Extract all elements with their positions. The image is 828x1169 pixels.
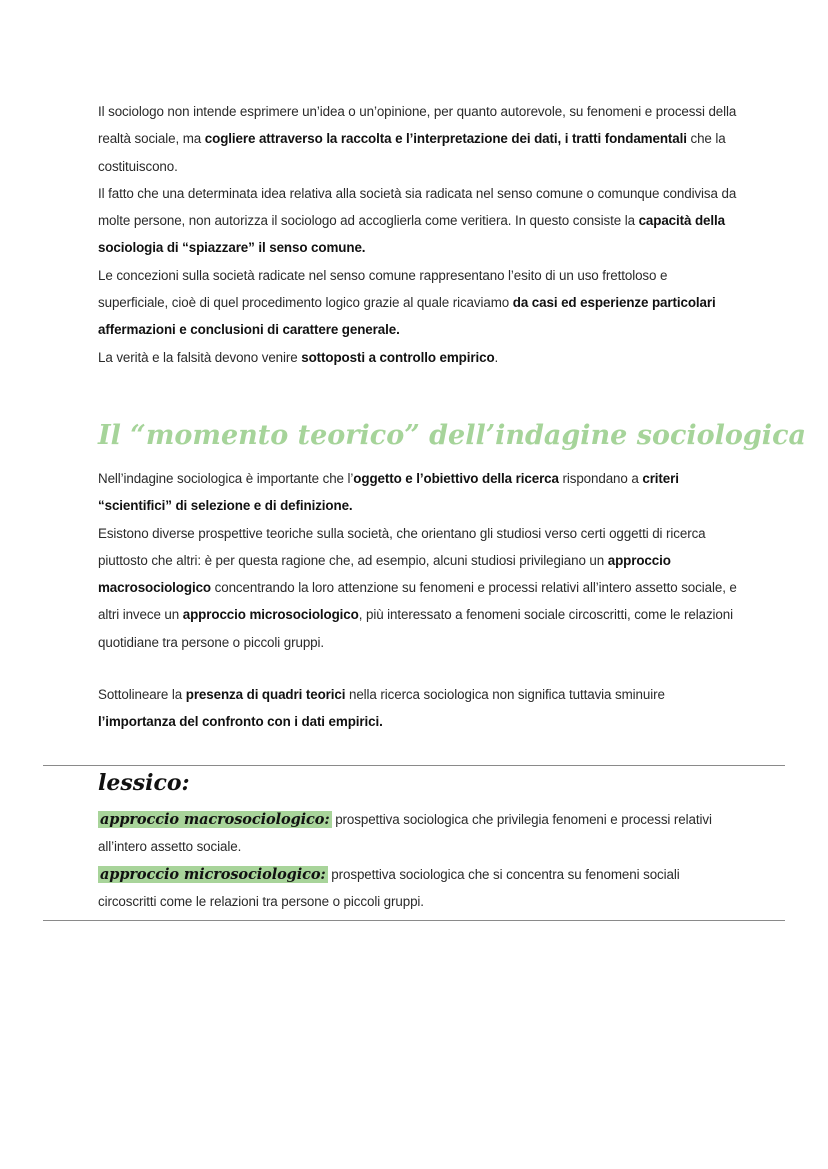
paragraph: [98, 520, 738, 656]
bold-text: capacità della sociologia di “spiazzare” il senso comune.: [98, 213, 725, 256]
bold-text: presenza di quadri teorici: [185, 687, 346, 702]
paragraph: [98, 344, 738, 371]
conclusion-section: [98, 681, 738, 736]
text: , più interessato a fenomeni sociale circoscritti, come le relazioni quotidiane tra persone o piccoli gruppi.: [98, 607, 733, 650]
glossary-entry: [98, 806, 738, 861]
bold-text: sottoposti a controllo empirico: [301, 349, 495, 365]
intro-section: [98, 98, 738, 371]
text: Il sociologo non intende esprimere un’idea o un’opinione, per quanto autorevole, su fenomeni e processi della realtà sociale, ma: [98, 104, 737, 147]
section-heading: Il “momento teorico” dell’indagine sociologica: [98, 420, 806, 451]
glossary-term: approccio microsociologico:: [100, 865, 326, 883]
paragraph: [98, 465, 738, 520]
text: La verità e la falsità devono venire: [98, 349, 302, 365]
text: Sottolineare la: [98, 687, 186, 702]
glossary-definition: prospettiva sociologica che si concentra su fenomeni sociali circoscritti come le relazioni tra persone o piccoli gruppi.: [98, 866, 680, 909]
theory-section: [98, 465, 738, 656]
text: Nell’indagine sociologica è importante che l’: [98, 471, 354, 486]
paragraph: [98, 180, 738, 262]
bold-text: approccio microsociologico: [182, 607, 359, 623]
bold-text: approccio macrosociologico: [98, 552, 671, 596]
glossary-title: lessico:: [98, 770, 190, 796]
text: rispondano a: [558, 471, 643, 486]
glossary-entry: [98, 861, 738, 916]
paragraph: [98, 262, 738, 344]
bold-text: da casi ed esperienze particolari affermazioni e conclusioni di carattere generale.: [98, 295, 716, 338]
text: che la costituiscono.: [98, 131, 726, 174]
bold-text: l’importanza del confronto con i dati empirici.: [98, 714, 383, 730]
bold-text: criteri “scientifici” di selezione e di definizione.: [98, 471, 679, 514]
bold-text: cogliere attraverso la raccolta e l’interpretazione dei dati, i tratti fondamentali: [204, 131, 687, 147]
text: Il fatto che una determinata idea relativa alla società sia radicata nel senso comune o comunque condivisa da molte persone, non autorizza il sociologo ad accoglierla come veritiera. In questo consiste la: [98, 185, 737, 229]
glossary: [98, 806, 738, 915]
text: Le concezioni sulla società radicate nel senso comune rappresentano l’esito di un uso frettoloso e superficiale, cioè di quel procedimento logico grazie al quale ricaviamo: [98, 267, 668, 311]
glossary-definition: prospettiva sociologica che privilegia fenomeni e processi relativi all’intero assetto sociale.: [98, 812, 712, 855]
text: Esistono diverse prospettive teoriche sulla società, che orientano gli studiosi verso certi oggetti di ricerca piuttosto che altri: è per questa ragione che, ad esempio, alcuni studiosi privilegiano un: [98, 525, 706, 568]
text: .: [494, 349, 499, 365]
paragraph: [98, 98, 738, 180]
bold-text: oggetto e l’obiettivo della ricerca: [353, 471, 559, 486]
divider-top: [43, 765, 785, 766]
text: nella ricerca sociologica non significa tuttavia sminuire: [345, 687, 665, 702]
divider-bottom: [43, 920, 785, 921]
glossary-term: approccio macrosociologico:: [100, 811, 330, 828]
text: concentrando la loro attenzione su fenomeni e processi relativi all’intero assetto sociale, e altri invece un: [98, 580, 737, 623]
paragraph: [98, 681, 738, 736]
